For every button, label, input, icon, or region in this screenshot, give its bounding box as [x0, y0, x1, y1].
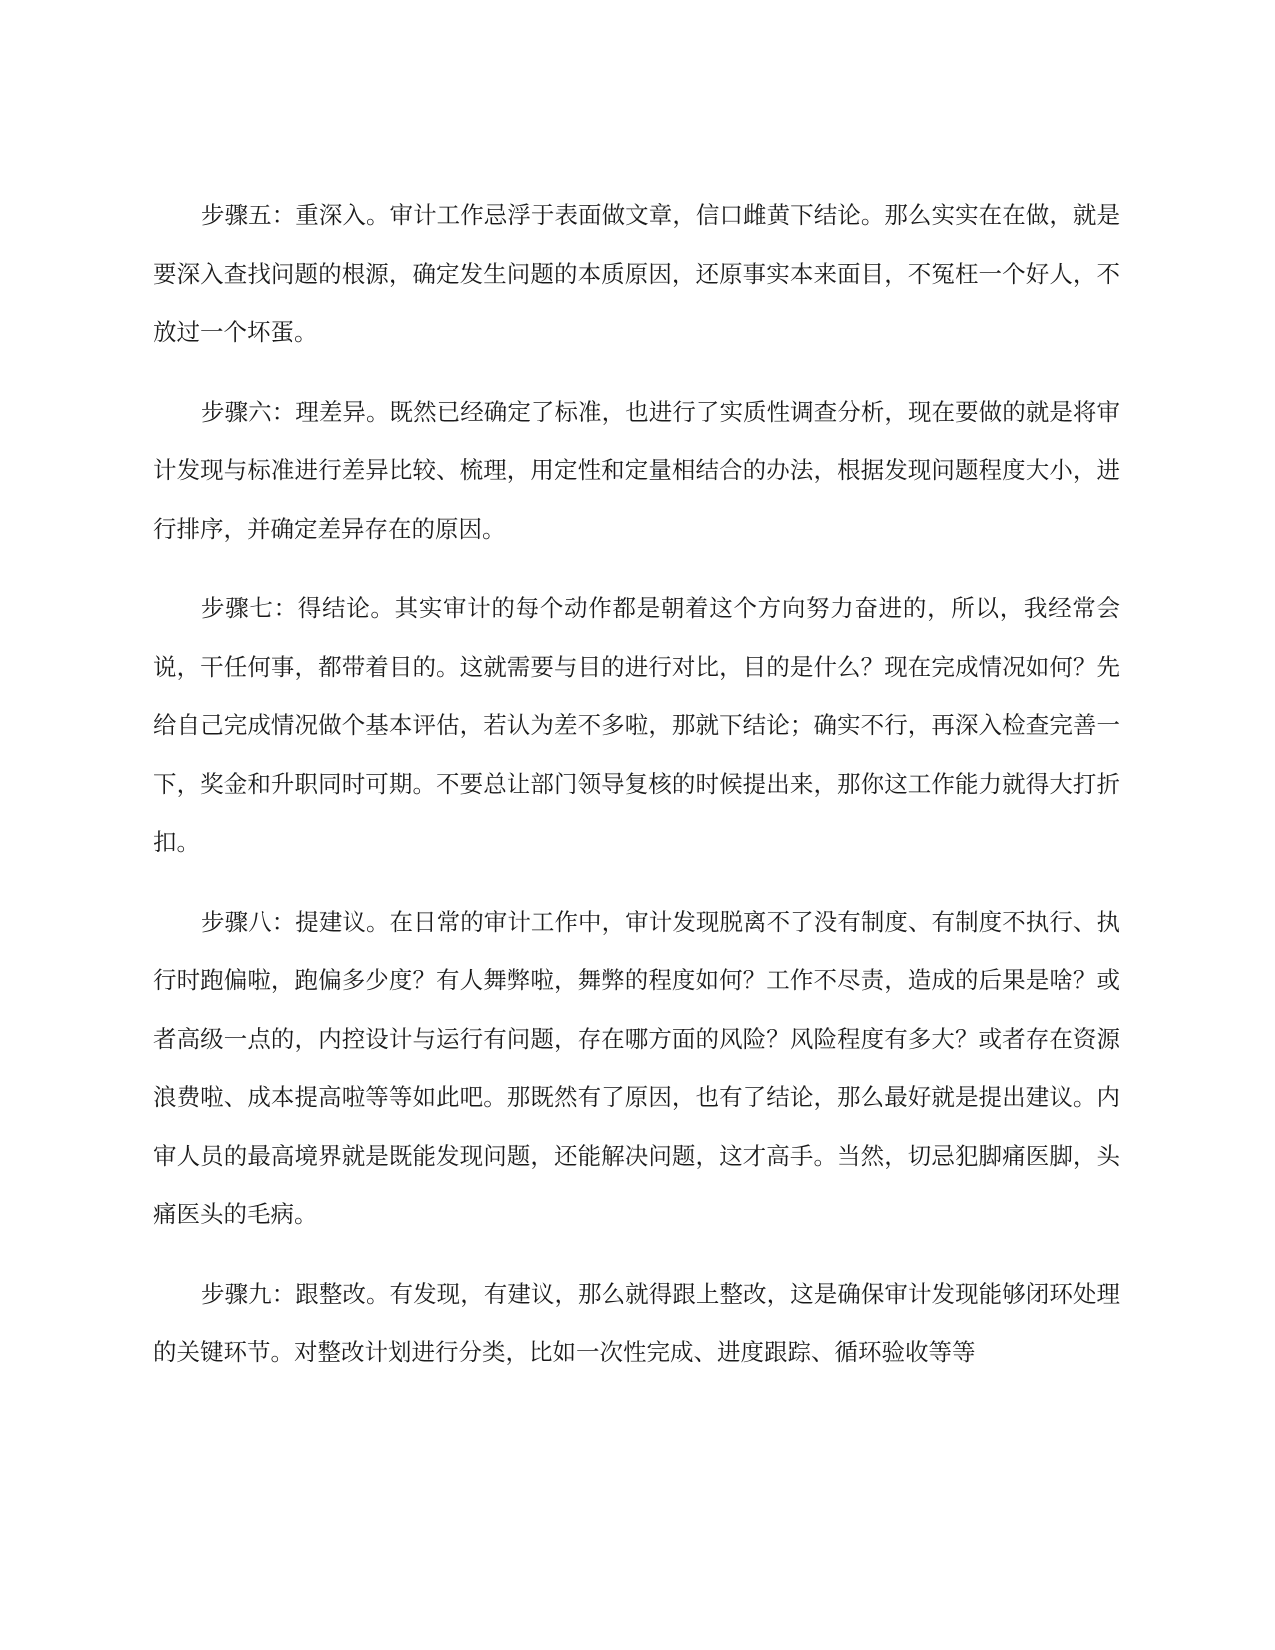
paragraph-step-9: 步骤九：跟整改。有发现，有建议，那么就得跟上整改，这是确保审计发现能够闭环处理的关键环节。对整改计划进行分类，比如一次性完成、进度跟踪、循环验收等等 [153, 1279, 1120, 1366]
document-body [153, 186, 1120, 1403]
paragraph-step-8: 步骤八：提建议。在日常的审计工作中，审计发现脱离不了没有制度、有制度不执行、执行时跑偏啦，跑偏多少度？有人舞弊啦，舞弊的程度如何？工作不尽责，造成的后果是啥？或者高级一点的，内控设计与运行有问题，存在哪方面的风险？风险程度有多大？或者存在资源浪费啦、成本提高啦等等如此吧。那既然有了原因，也有了结论，那么最好就是提出建议。内审人员的最高境界就是既能发现问题，还能解决问题，这才高手。当然，切忌犯脚痛医脚，头痛医头的毛病。 [153, 907, 1120, 1228]
paragraph-step-7: 步骤七：得结论。其实审计的每个动作都是朝着这个方向努力奋进的，所以，我经常会说，干任何事，都带着目的。这就需要与目的进行对比，目的是什么？现在完成情况如何？先给自己完成情况做个基本评估，若认为差不多啦，那就下结论；确实不行，再深入检查完善一下，奖金和升职同时可期。不要总让部门领导复核的时候提出来，那你这工作能力就得大打折扣。 [153, 594, 1120, 856]
paragraph-step-6: 步骤六：理差异。既然已经确定了标准，也进行了实质性调查分析，现在要做的就是将审计发现与标准进行差异比较、梳理，用定性和定量相结合的办法，根据发现问题程度大小，进行排序，并确定差异存在的原因。 [153, 397, 1120, 543]
paragraph-step-5: 步骤五：重深入。审计工作忌浮于表面做文章，信口雌黄下结论。那么实实在在做，就是要深入查找问题的根源，确定发生问题的本质原因，还原事实本来面目，不冤枉一个好人，不放过一个坏蛋。 [153, 201, 1120, 346]
